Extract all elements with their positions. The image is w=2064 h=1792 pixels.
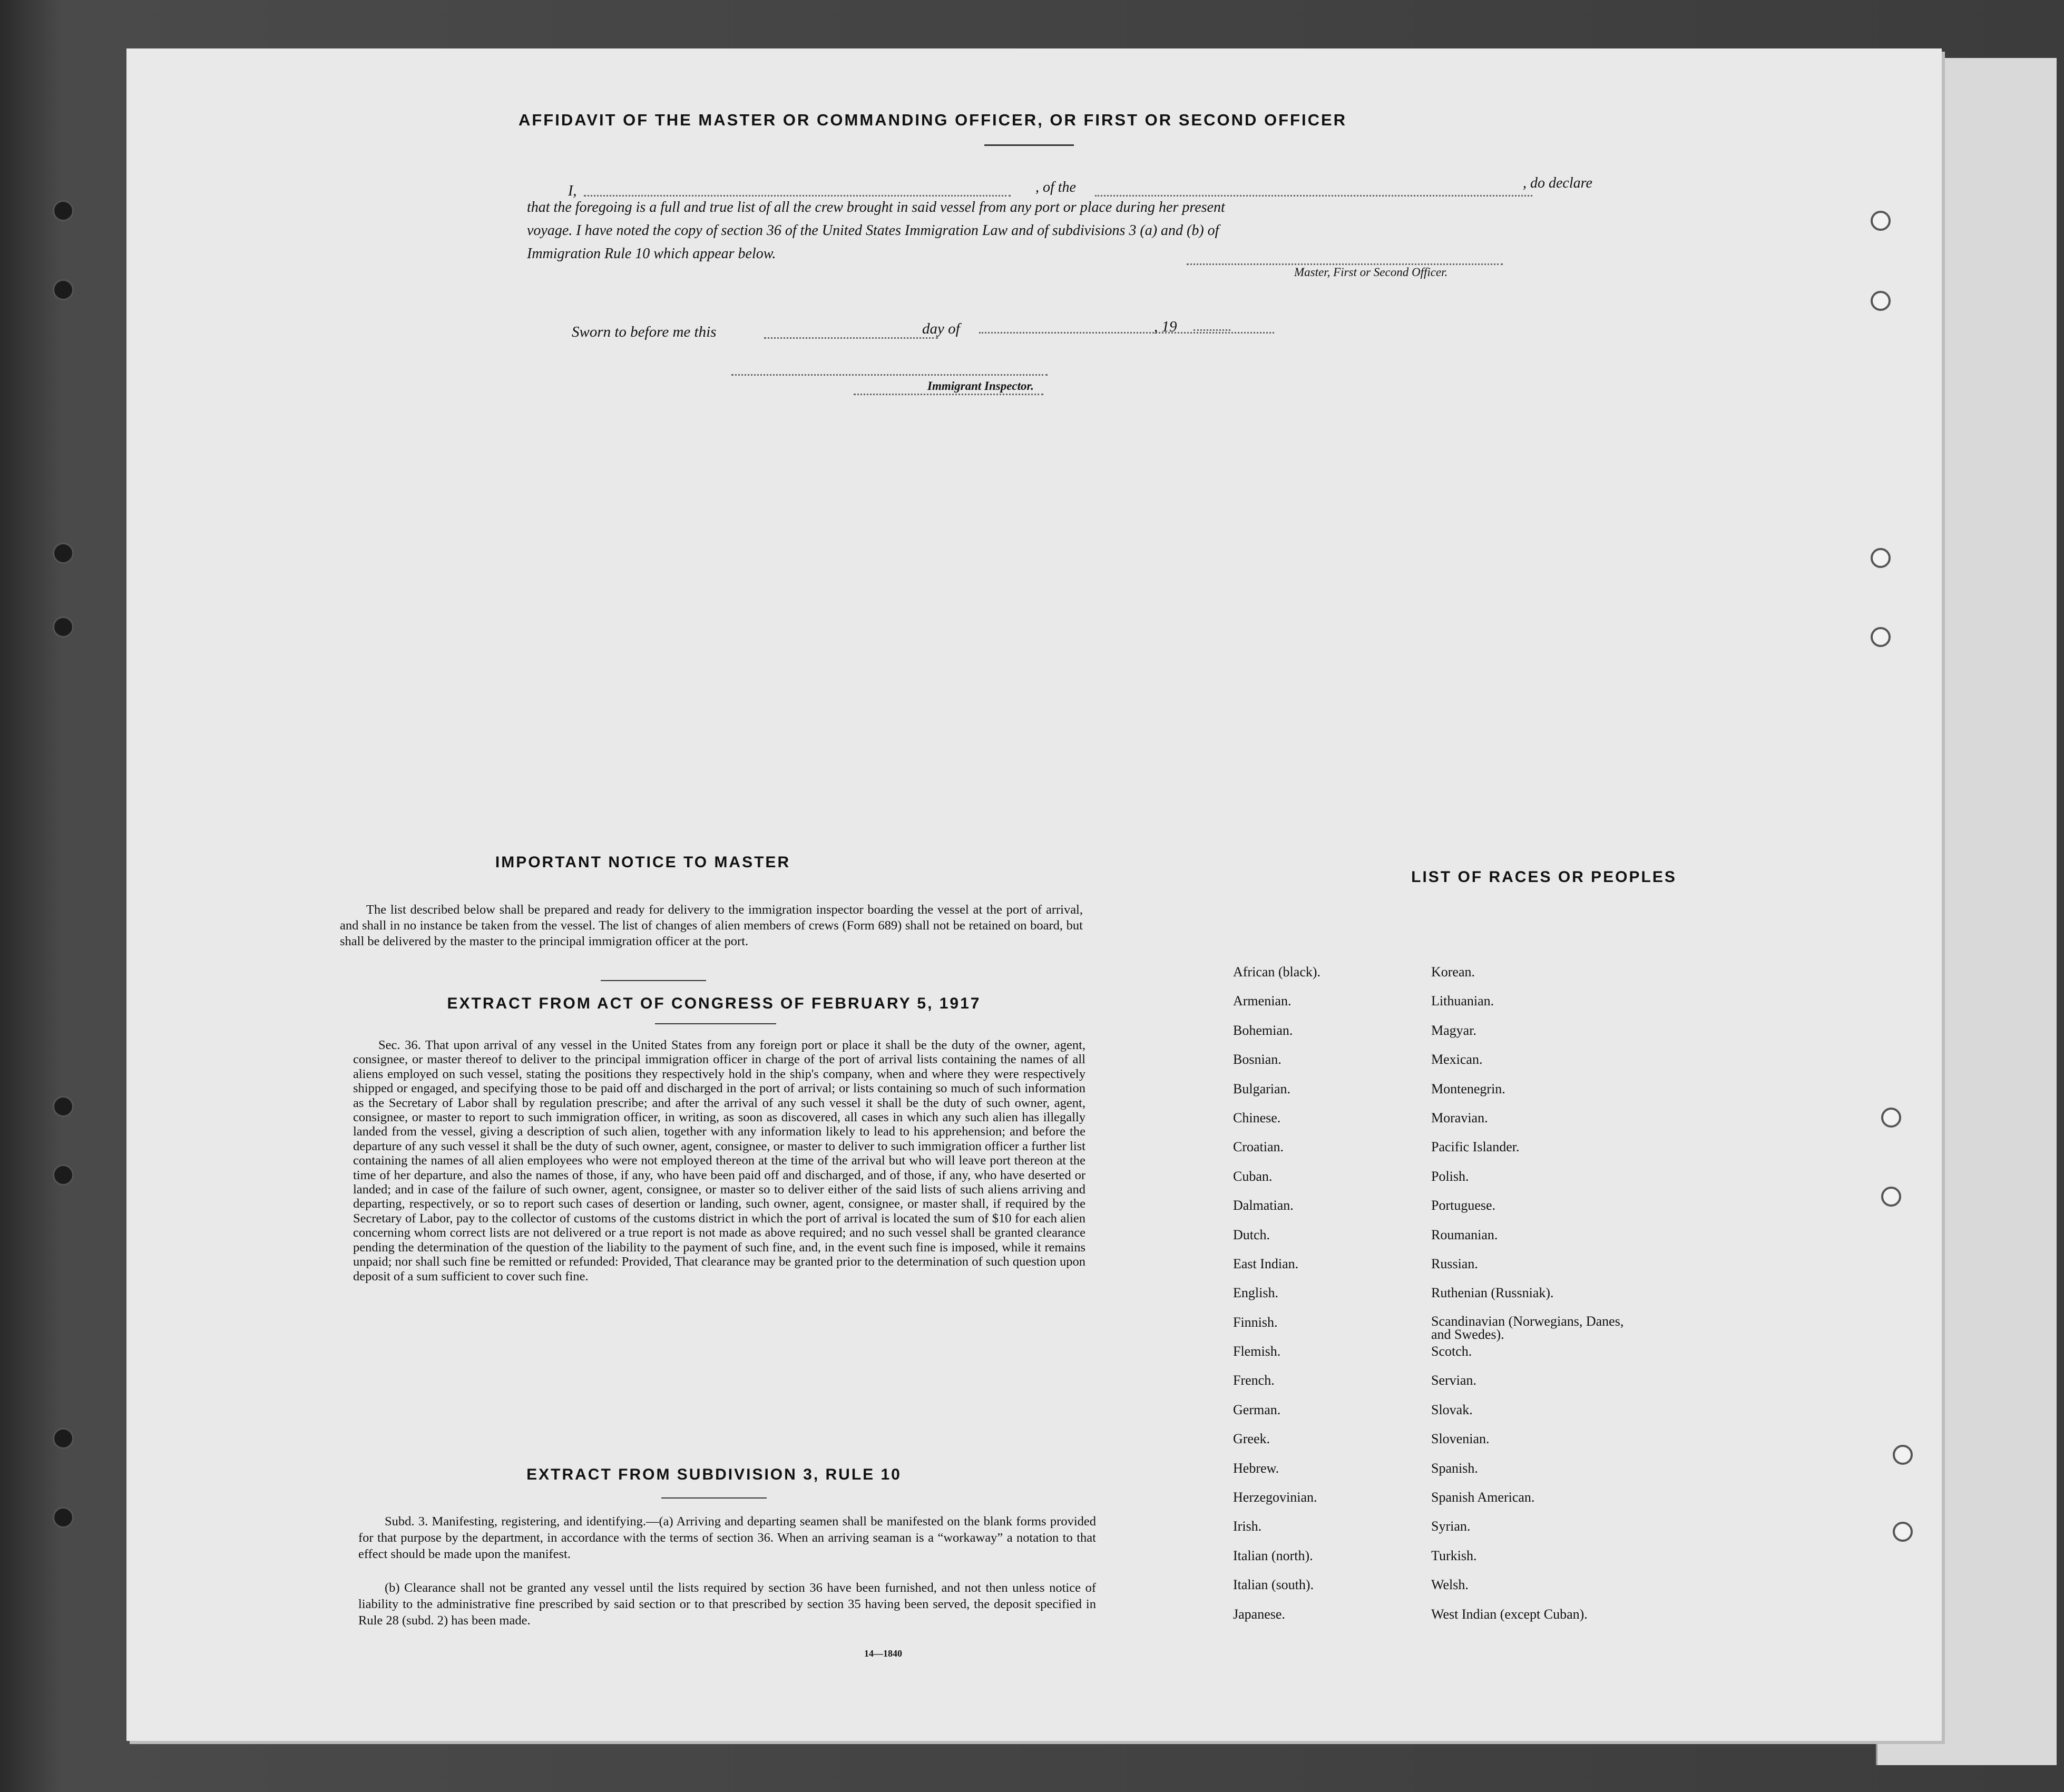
race-item: Ruthenian (Russniak). <box>1431 1285 1554 1301</box>
race-item: Roumanian. <box>1431 1227 1498 1242</box>
affidavit-i: I, <box>568 183 577 199</box>
sworn-day-blank <box>764 337 938 339</box>
race-item: Italian (south). <box>1233 1577 1314 1593</box>
binder-hole <box>53 543 74 564</box>
race-item: Portuguese. <box>1431 1198 1496 1213</box>
race-item: Servian. <box>1431 1373 1476 1388</box>
affidavit-declare: , do declare <box>1523 175 1592 191</box>
race-item: Japanese. <box>1233 1606 1285 1622</box>
races-right-column <box>1431 964 1631 1636</box>
race-item: African (black). <box>1233 964 1321 980</box>
race-item: Armenian. <box>1233 993 1292 1009</box>
race-item: English. <box>1233 1285 1278 1301</box>
rule-para-a: Subd. 3. Manifesting, registering, and identifying.—(a) Arriving and departing seamen shall be manifested on the blank forms provided for that purpose by the department, in accordance with the terms of section 36. When an arriving seaman is a “workaway” a notation to that effect should be made upon the manifest. <box>358 1514 1096 1561</box>
race-item: Montenegrin. <box>1431 1081 1505 1096</box>
race-item: Greek. <box>1233 1431 1270 1447</box>
race-item: Finnish. <box>1233 1314 1278 1330</box>
inspector-blank-2 <box>854 394 1043 395</box>
affidavit-title: AFFIDAVIT OF THE MASTER OR COMMANDING OFFICER, OR FIRST OR SECOND OFFICER <box>518 111 1347 129</box>
race-item: Bohemian. <box>1233 1022 1293 1038</box>
binder-hole <box>53 1428 74 1449</box>
punch-hole <box>1871 627 1891 647</box>
punch-hole <box>1881 1187 1901 1207</box>
race-item: Hebrew. <box>1233 1460 1279 1476</box>
affidavit-line-3: voyage. I have noted the copy of section 36 of the United States Immigration Law and of subdivisions 3 (a) and (b) of <box>527 222 1219 239</box>
act-rule <box>655 1023 776 1024</box>
race-item: Lithuanian. <box>1431 993 1494 1009</box>
race-item: Bosnian. <box>1233 1052 1282 1068</box>
sworn-text: Sworn to before me this <box>572 324 717 340</box>
binder-hole <box>53 1507 74 1528</box>
race-item: Mexican. <box>1431 1052 1483 1068</box>
day-of-text: day of <box>922 320 960 337</box>
race-item: Dutch. <box>1233 1227 1270 1242</box>
form-page <box>126 48 1942 1741</box>
race-item: Polish. <box>1431 1168 1469 1184</box>
race-item: Moravian. <box>1431 1110 1488 1125</box>
inspector-caption: Immigrant Inspector. <box>927 379 1034 393</box>
notice-rule <box>601 980 706 981</box>
affidavit-of-the: , of the <box>1035 179 1076 195</box>
race-item: Spanish. <box>1431 1460 1478 1476</box>
punch-hole <box>1871 548 1891 568</box>
race-item: Magyar. <box>1431 1022 1476 1038</box>
race-item: Scandinavian (Norwegians, Danes, and Swedes). <box>1431 1313 1624 1342</box>
race-item: Pacific Islander. <box>1431 1139 1520 1155</box>
title-underline <box>984 144 1074 146</box>
affidavit-line-4: Immigration Rule 10 which appear below. <box>527 246 776 262</box>
race-item: Chinese. <box>1233 1110 1281 1125</box>
race-item: Scotch. <box>1431 1344 1472 1359</box>
year-text: , 19 <box>1154 318 1177 335</box>
race-item: Russian. <box>1431 1256 1478 1271</box>
punch-hole <box>1881 1108 1901 1128</box>
race-item: Cuban. <box>1233 1168 1273 1184</box>
race-item: East Indian. <box>1233 1256 1299 1271</box>
act-body: Sec. 36. That upon arrival of any vessel in the United States from any foreign port or place it shall be the duty of the owner, agent, consignee, or master thereof to deliver to the principal immigration officer in charge of the port of arrival lists containing the names of all aliens employed on such vessel, stating the positions they respectively hold in the ship's company, when and where they were respectively shipped or engaged, and specifying those to be paid off and discharged in the port of arrival; or lists containing so much of such information as the Secretary of Labor shall by regulation prescribe; and after the arrival of any such vessel it shall be the duty of such owner, agent, consignee, or master to report to such immigration officer, in writing, as soon as discovered, all cases in which any such alien has illegally landed from the vessel, giving a description of such alien, together with any information likely to lead to his apprehension; and before the departure of any such vessel it shall be the duty of such owner, agent, consignee, or master to deliver to such immigration officer a further list containing the names of all alien employees who were not employed thereon at the time of the arrival but who will leave port thereon at the time of her departure, and also the names of those, if any, who have been paid off and discharged, and of those, if any, who have deserted or landed; and in case of the failure of such owner, agent, consignee, or master so to deliver either of the said lists of such aliens arriving and departing, respectively, or so to report such cases of desertion or landing, such owner, agent, consignee, or master shall, if required by the Secretary of Labor, pay to the collector of customs of the customs district in which the port of arrival is located the sum of $10 for each alien concerning whom correct lists are not delivered or a true report is not made as above required; and no such vessel shall be granted clearance pending the determination of the question of the liability to the payment of such fine, and, in the event such fine is imposed, while it remains unpaid; nor shall such fine be remitted or refunded: Provided, That clearance may be granted prior to the determination of such question upon deposit of a sum sufficient to cover such fine. <box>353 1038 1085 1284</box>
punch-hole <box>1871 291 1891 311</box>
rule-title: EXTRACT FROM SUBDIVISION 3, RULE 10 <box>526 1466 902 1483</box>
race-item: Irish. <box>1233 1519 1262 1534</box>
vessel-blank <box>1095 195 1532 197</box>
race-item: Italian (north). <box>1233 1548 1313 1563</box>
signature-caption: Master, First or Second Officer. <box>1294 266 1448 279</box>
races-title: LIST OF RACES OR PEOPLES <box>1411 868 1677 886</box>
punch-hole <box>1893 1445 1913 1465</box>
race-item: Syrian. <box>1431 1519 1471 1534</box>
race-item: Turkish. <box>1431 1548 1477 1563</box>
binder-hole <box>53 616 74 638</box>
race-item: French. <box>1233 1373 1275 1388</box>
race-item: West Indian (except Cuban). <box>1431 1606 1588 1622</box>
race-item: Slovenian. <box>1431 1431 1490 1447</box>
form-number: 14—1840 <box>864 1648 902 1659</box>
race-item: Dalmatian. <box>1233 1198 1294 1213</box>
race-item: Spanish American. <box>1431 1490 1535 1505</box>
binder-hole <box>53 1164 74 1186</box>
binder-hole <box>53 200 74 221</box>
rule-rule <box>661 1497 767 1499</box>
race-item: Herzegovinian. <box>1233 1490 1317 1505</box>
signature-blank <box>1187 263 1503 265</box>
race-item: Korean. <box>1431 964 1475 980</box>
race-item: Flemish. <box>1233 1344 1281 1359</box>
year-blank <box>1194 329 1230 331</box>
binder-hole <box>53 279 74 300</box>
races-left-column <box>1233 964 1320 1636</box>
act-title: EXTRACT FROM ACT OF CONGRESS OF FEBRUARY 5, 1917 <box>447 995 981 1012</box>
name-blank <box>584 195 1011 197</box>
race-item: Welsh. <box>1431 1577 1469 1593</box>
race-item: German. <box>1233 1402 1281 1417</box>
notice-title: IMPORTANT NOTICE TO MASTER <box>495 854 791 871</box>
punch-hole <box>1871 211 1891 231</box>
sworn-month-blank <box>979 332 1274 334</box>
binder-hole <box>53 1096 74 1117</box>
notice-body: The list described below shall be prepared and ready for delivery to the immigration inspector boarding the vessel at the port of arrival, and shall in no instance be taken from the vessel. The list of changes of alien members of crews (Form 689) shall not be retained on board, but shall be delivered by the master to the principal immigration officer at the port. <box>340 903 1083 948</box>
inspector-blank <box>731 374 1048 376</box>
punch-hole <box>1893 1522 1913 1542</box>
race-item: Slovak. <box>1431 1402 1473 1417</box>
affidavit-line-2: that the foregoing is a full and true list of all the crew brought in said vessel from any port or place during her present <box>527 199 1225 216</box>
rule-para-b: (b) Clearance shall not be granted any vessel until the lists required by section 36 have been furnished, and not then unless notice of liability to the administrative fine prescribed by said section or to that prescribed by section 35 having been served, the deposit specified in Rule 28 (subd. 2) has been made. <box>358 1581 1096 1628</box>
race-item: Bulgarian. <box>1233 1081 1291 1096</box>
race-item: Croatian. <box>1233 1139 1284 1155</box>
